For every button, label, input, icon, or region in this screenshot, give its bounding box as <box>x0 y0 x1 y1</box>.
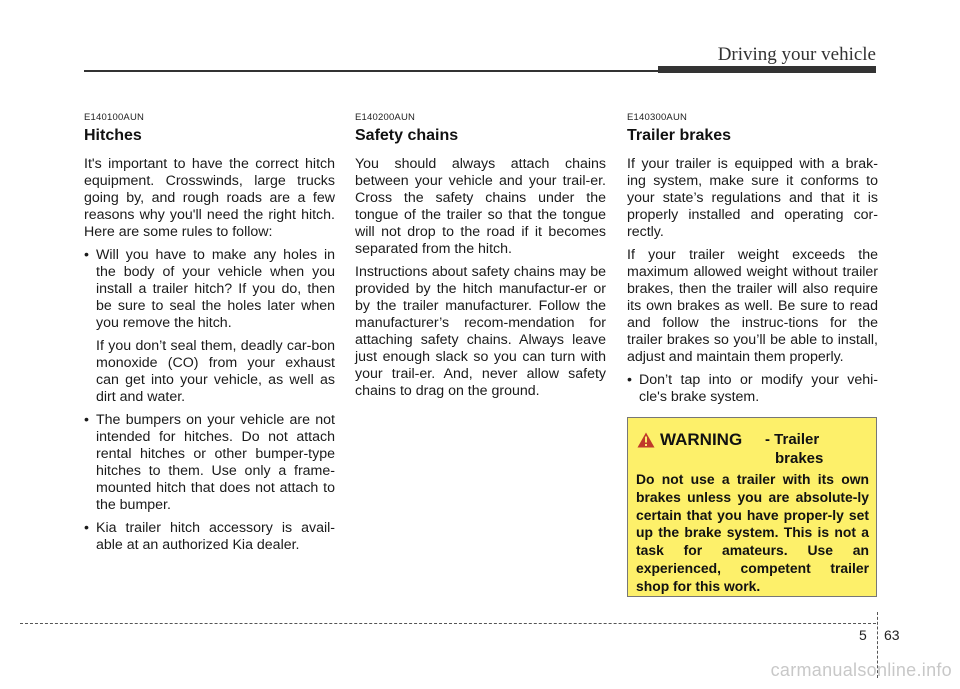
bullet-list <box>84 412 335 554</box>
column-hitches <box>84 112 335 560</box>
warning-box <box>627 417 877 597</box>
page-number: 63 <box>884 627 900 643</box>
section-code: E140100AUN <box>84 112 145 123</box>
section-code: E140300AUN <box>627 112 688 123</box>
watermark: carmanualsonline.info <box>770 660 952 680</box>
bullet-icon: • <box>84 247 89 263</box>
bullet-icon: • <box>84 412 89 428</box>
paragraph: Instructions about safety chains may be provided by the hitch manufactur-er or by the trailer manufacturer. Follow the manufacturer’s recom-mendation for attaching safety chains. Always leave just enough slack so you can turn with your trail-er. And, never allow safety chains to drag on the ground. <box>355 264 606 399</box>
bullet-icon: • <box>627 372 632 388</box>
paragraph: If you don’t seal them, deadly car-bon monoxide (CO) from your exhaust can get into your vehicle, as well as dirt and water. <box>96 338 335 405</box>
warning-text: Do not use a trailer with its own brakes unless you are absolute-ly certain that you have proper-ly set up the brake system. This is not a task for amateurs. Use an experienced, competent trailer shop for this work. <box>636 471 869 594</box>
list-item: • The bumpers on your vehicle are not intended for hitches. Do not attach rental hitches or other bumper-type hitches to them. Use only a frame-mounted hitch that does not attach to the bumper. <box>84 412 335 513</box>
bullet-list <box>627 372 878 406</box>
section-title: Driving your vehicle <box>717 44 876 65</box>
column-safety-chains <box>355 112 606 406</box>
paragraph: It's important to have the correct hitch equipment. Crosswinds, large trucks going by, and rough roads are a few reasons why you'll need the right hitch. Here are some rules to follow: <box>84 156 335 240</box>
footer-rule <box>20 623 876 624</box>
list-item: • Will you have to make any holes in the body of your vehicle when you install a trailer hitch? If you do, then be sure to seal the holes later when you remove the hitch. <box>84 247 335 331</box>
section-heading: Trailer brakes <box>627 127 732 144</box>
header-rule <box>84 70 664 72</box>
list-item: • Don’t tap into or modify your vehi-cle's brake system. <box>627 372 878 405</box>
bullet-list <box>84 247 335 332</box>
section-heading: Safety chains <box>355 127 459 144</box>
warning-triangle-icon <box>637 432 655 448</box>
section-code: E140200AUN <box>355 112 416 123</box>
list-item: • Kia trailer hitch accessory is avail-able at an authorized Kia dealer. <box>84 520 335 553</box>
column-trailer-brakes <box>627 112 878 412</box>
warning-subtitle: - Trailer brakes <box>765 431 824 467</box>
paragraph: If your trailer is equipped with a brak-ing system, make sure it conforms to your state’s regulations and that it is properly installed and operating cor-rectly. <box>627 156 878 240</box>
paragraph: You should always attach chains between your vehicle and your trail-er. Cross the safety chains under the tongue of the trailer so that the tongue will not drop to the road if it becomes separated from the hitch. <box>355 156 606 257</box>
warning-label: WARNING <box>660 430 743 449</box>
section-heading: Hitches <box>84 127 142 144</box>
bullet-icon: • <box>84 520 89 536</box>
paragraph: If your trailer weight exceeds the maximum allowed weight without trailer brakes, then the trailer will also require its own brakes as well. Be sure to read and follow the instruc-tions for the trailer brakes so you’ll be able to install, adjust and maintain them properly. <box>627 247 878 365</box>
header-rule-thick <box>658 66 876 73</box>
chapter-number: 5 <box>859 627 867 643</box>
